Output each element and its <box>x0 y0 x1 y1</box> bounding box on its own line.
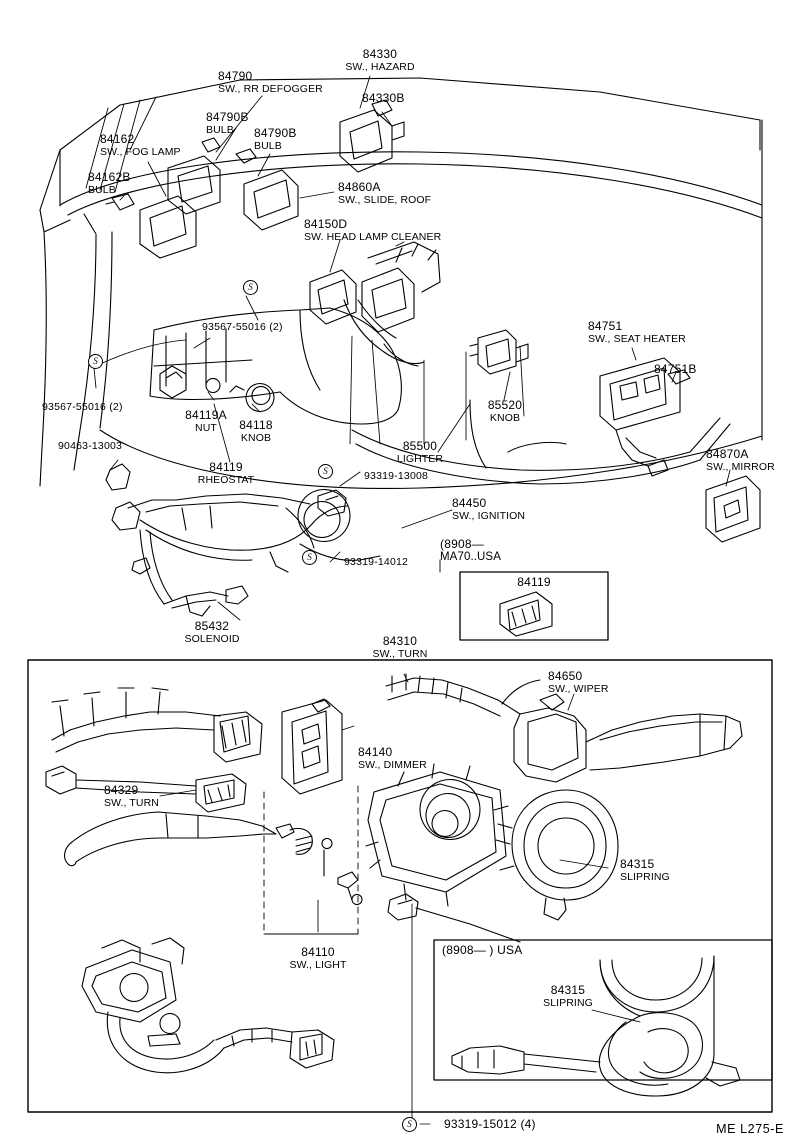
s-marker-3: S <box>318 464 333 479</box>
label-85500: 85500 LIGHTER <box>396 439 444 465</box>
label-84315-lower: 84315 SLIPRING <box>543 983 593 1009</box>
label-93567-55016-bottom: 93567-55016 (2) <box>42 401 123 413</box>
label-84860a: 84860A SW., SLIDE, ROOF <box>338 180 432 206</box>
label-93319-13008: 93319-13008 <box>364 470 429 482</box>
label-84790b-right: 84790B BULB <box>254 126 297 152</box>
label-93567-55016-top: 93567-55016 (2) <box>202 321 283 333</box>
label-84162b: 84162B BULB <box>88 170 131 196</box>
s-marker-1: S <box>243 280 258 295</box>
label-84119-rheostat: 84119 RHEOSTAT <box>197 460 255 486</box>
label-84119a: 84119A NUT <box>185 408 227 434</box>
label-84162: 84162 SW., FOG LAMP <box>100 132 181 158</box>
label-85520: 85520 KNOB <box>487 398 523 424</box>
label-84119-inset: 84119 <box>517 575 551 589</box>
s-marker-5: S <box>402 1117 417 1132</box>
usa-note: (8908— ) USA <box>442 943 523 957</box>
label-84110: 84110 SW., LIGHT <box>289 945 347 971</box>
label-90463-13003: 90463-13003 <box>58 440 123 452</box>
label-84310: 84310 SW., TURN <box>372 634 428 660</box>
label-84650: 84650 SW., WIPER <box>548 669 609 695</box>
label-84330b: 84330B <box>362 91 405 105</box>
note-ma70: (8908— MA70..USA <box>440 537 501 563</box>
label-84751b: 84751B <box>654 362 697 376</box>
label-84150d: 84150D SW. HEAD LAMP CLEANER <box>304 217 442 243</box>
label-84450: 84450 SW., IGNITION <box>452 496 526 522</box>
label-84140: 84140 SW., DIMMER <box>358 745 427 771</box>
label-84790: 84790 SW., RR DEFOGGER <box>218 69 323 95</box>
label-93319-15012: 93319-15012 (4) <box>444 1117 536 1131</box>
s-marker-4: S <box>302 550 317 565</box>
label-85432: 85432 SOLENOID <box>184 619 240 645</box>
label-84870a: 84870A SW., MIRROR <box>706 447 775 473</box>
label-84315-upper: 84315 SLIPRING <box>620 857 670 883</box>
s-marker-2: S <box>88 354 103 369</box>
sheet-code: ME L275-E <box>716 1122 784 1136</box>
label-93319-14012: 93319-14012 <box>344 556 409 568</box>
label-84330: 84330 SW., HAZARD <box>345 47 415 73</box>
label-84751: 84751 SW., SEAT HEATER <box>588 319 686 345</box>
label-84118: 84118 KNOB <box>239 418 273 444</box>
label-84790b-left: 84790B BULB <box>206 110 249 136</box>
label-84329: 84329 SW., TURN <box>104 783 159 809</box>
